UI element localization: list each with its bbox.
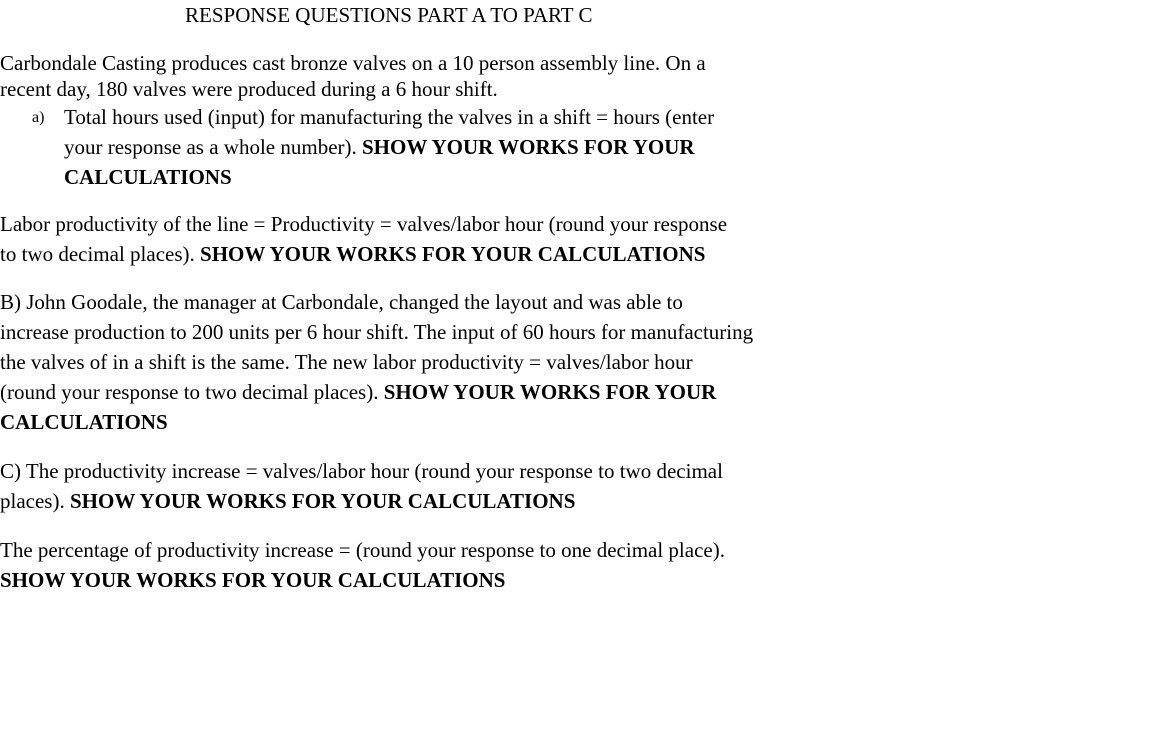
part-b-line-1: B) John Goodale, the manager at Carbondale, changed the layout and was able to — [0, 290, 683, 314]
part-c-show-work: SHOW YOUR WORKS FOR YOUR CALCULATIONS — [69, 489, 576, 513]
intro-line-1: Carbondale Casting produces cast bronze valves on a 10 person assembly line. On a — [0, 51, 706, 75]
percentage-line-1: The percentage of productivity increase = (round your response to one decimal place). — [0, 538, 725, 562]
labor-productivity-paragraph — [0, 209, 840, 269]
part-a-show-work-2: CALCULATIONS — [64, 165, 232, 189]
part-a-text — [64, 102, 804, 192]
labor-productivity-show-work: SHOW YOUR WORKS FOR YOUR CALCULATIONS — [200, 242, 706, 266]
part-b-line-2: increase production to 200 units per 6 hour shift. The input of 60 hours for manufacturing — [0, 320, 754, 344]
part-b-show-work-2: CALCULATIONS — [0, 410, 168, 434]
intro-line-2: recent day, 180 valves were produced during a 6 hour shift. — [0, 77, 498, 101]
part-b-line-3: the valves of in a shift is the same. The new labor productivity = valves/labor hour — [0, 350, 693, 374]
part-b-show-work-1: SHOW YOUR WORKS FOR YOUR — [383, 380, 717, 404]
labor-productivity-line-1: Labor productivity of the line = Productivity = valves/labor hour (round your response — [0, 212, 728, 236]
part-a-marker: a) — [32, 109, 45, 126]
part-c-line-2: places). — [0, 489, 70, 513]
part-a-line-2: your response as a whole number). — [64, 135, 362, 159]
part-a-line-1: Total hours used (input) for manufacturing the valves in a shift = hours (enter — [64, 105, 715, 129]
part-a-show-work-1: SHOW YOUR WORKS FOR YOUR — [362, 135, 695, 159]
labor-productivity-line-2: to two decimal places). — [0, 242, 201, 266]
part-b-paragraph — [0, 287, 840, 437]
intro-paragraph — [0, 50, 840, 102]
page-title: RESPONSE QUESTIONS PART A TO PART C — [185, 3, 593, 27]
part-c-line-1: C) The productivity increase = valves/labor hour (round your response to two decimal — [0, 459, 723, 483]
percentage-show-work: SHOW YOUR WORKS FOR YOUR CALCULATIONS — [0, 568, 506, 592]
percentage-paragraph — [0, 535, 840, 595]
part-b-line-4: (round your response to two decimal places). — [0, 380, 384, 404]
part-c-paragraph — [0, 456, 840, 516]
